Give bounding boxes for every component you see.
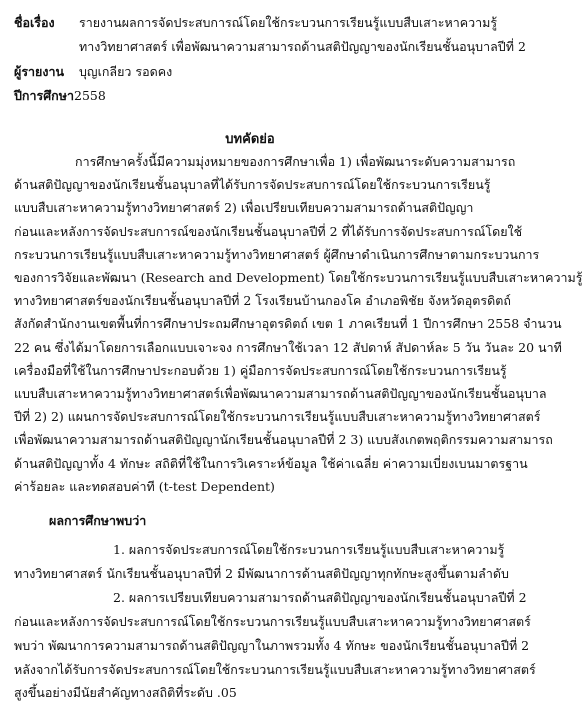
abstract-line: ทางวิทยาศาสตร์ของนักเรียนชั้นอนุบาลปีที่ 2 โรงเรียนบ้านกองโค อำเภอพิชัย จังหวัดอุตรดิตถ์ bbox=[14, 293, 511, 309]
results-line: ก่อนและหลังการจัดประสบการณ์โดยใช้กระบวนการเรียนรู้แบบสืบเสาะหาความรู้ทางวิทยาศาสตร์ bbox=[14, 614, 531, 629]
results-line: สูงขึ้นอย่างมีนัยสำคัญทางสถิติที่ระดับ .05 bbox=[14, 685, 237, 700]
abstract-line: สังกัดสำนักงานเขตพื้นที่การศึกษาประถมศึกษาอุตรดิตถ์ เขต 1 ภาคเรียนที่ 1 ปีการศึกษา 2558 จำนวน bbox=[14, 316, 562, 332]
topic-line-1: รายงานผลการจัดประสบการณ์โดยใช้กระบวนการเรียนรู้แบบสืบเสาะหาความรู้ bbox=[79, 15, 498, 30]
results-line: ทางวิทยาศาสตร์ นักเรียนชั้นอนุบาลปีที่ 2 มีพัฒนาการด้านสติปัญญาทุกทักษะสูงขึ้นตามลำดับ bbox=[14, 566, 509, 581]
results-heading: ผลการศึกษาพบว่า bbox=[49, 513, 147, 528]
results-line: 2. ผลการเปรียบเทียบความสามารถด้านสติปัญญาของนักเรียนชั้นอนุบาลปีที่ 2 bbox=[113, 590, 527, 605]
year-value: 2558 bbox=[74, 88, 106, 103]
abstract-line: ก่อนและหลังการจัดประสบการณ์ของนักเรียนชั้นอนุบาลปีที่ 2 ที่ได้รับการจัดประสบการณ์โดยใช้ bbox=[14, 223, 523, 239]
topic-line-2: ทางวิทยาศาสตร์ เพื่อพัฒนาความสามารถด้านสติปัญญาของนักเรียนชั้นอนุบาลปีที่ 2 bbox=[79, 39, 526, 54]
topic-label: ชื่อเรื่อง bbox=[14, 15, 55, 30]
topic-row bbox=[14, 14, 55, 32]
abstract-line: กระบวนการเรียนรู้แบบสืบเสาะหาความรู้ทางวิทยาศาสตร์ ผู้ศึกษาดำเนินการศึกษาตามกระบวนการ bbox=[14, 246, 540, 262]
author-label: ผู้รายงาน bbox=[14, 64, 65, 79]
results-line: หลังจากได้รับการจัดประสบการณ์โดยใช้กระบวนการเรียนรู้แบบสืบเสาะหาความรู้ทางวิทยาศาสตร์ bbox=[14, 662, 536, 677]
results-line: พบว่า พัฒนาการความสามารถด้านสติปัญญาในภาพรวมทั้ง 4 ทักษะ ของนักเรียนชั้นอนุบาลปีที่ 2 bbox=[14, 638, 530, 653]
abstract-line: ของการวิจัยและพัฒนา (Research and Development) โดยใช้กระบวนการเรียนรู้แบบสืบเสาะหาความรู้ bbox=[14, 270, 582, 285]
abstract-line: ปีที่ 2) 2) แผนการจัดประสบการณ์โดยใช้กระบวนการเรียนรู้แบบสืบเสาะหาความรู้ทางวิทยาศาสตร์ bbox=[14, 409, 541, 425]
author-row bbox=[14, 63, 64, 81]
year-label: ปีการศึกษา bbox=[14, 88, 74, 103]
abstract-line: ด้านสติปัญญาทั้ง 4 ทักษะ สถิติที่ใช้ในการวิเคราะห์ข้อมูล ใช้ค่าเฉลี่ย ค่าความเบี่ยงเบนมาตรฐาน bbox=[14, 455, 528, 471]
year-row bbox=[14, 87, 106, 105]
results-line: 1. ผลการจัดประสบการณ์โดยใช้กระบวนการเรียนรู้แบบสืบเสาะหาความรู้ bbox=[113, 542, 505, 557]
abstract-line: เพื่อพัฒนาความสามารถด้านสติปัญญานักเรียนชั้นอนุบาลปีที่ 2 3) แบบสังเกตพฤติกรรมความสามารถ bbox=[14, 432, 553, 448]
abstract-line: การศึกษาครั้งนี้มีความมุ่งหมายของการศึกษาเพื่อ 1) เพื่อพัฒนาระดับความสามารถ bbox=[75, 154, 516, 169]
abstract-line: ค่าร้อยละ และทดสอบค่าที (t-test Dependent) bbox=[14, 478, 275, 494]
abstract-line: แบบสืบเสาะหาความรู้ทางวิทยาศาสตร์เพื่อพัฒนาความสามารถด้านสติปัญญาของนักเรียนชั้นอนุบาล bbox=[14, 386, 547, 401]
abstract-line: แบบสืบเสาะหาความรู้ทางวิทยาศาสตร์ 2) เพื่อเปรียบเทียบความสามารถด้านสติปัญญา bbox=[14, 200, 474, 216]
abstract-line: 22 คน ซึ่งได้มาโดยการเลือกแบบเจาะจง การศึกษาใช้เวลา 12 สัปดาห์ สัปดาห์ละ 5 วัน วันละ 20 นาที bbox=[14, 339, 562, 355]
abstract-line: เครื่องมือที่ใช้ในการศึกษาประกอบด้วย 1) คู่มือการจัดประสบการณ์โดยใช้กระบวนการเรียนรู้ bbox=[14, 362, 507, 378]
abstract-title: บทคัดย่อ bbox=[225, 132, 275, 147]
author-name: บุญเกลียว รอดคง bbox=[79, 64, 173, 79]
abstract-line: ด้านสติปัญญาของนักเรียนชั้นอนุบาลที่ได้รับการจัดประสบการณ์โดยใช้กระบวนการเรียนรู้ bbox=[14, 177, 491, 193]
